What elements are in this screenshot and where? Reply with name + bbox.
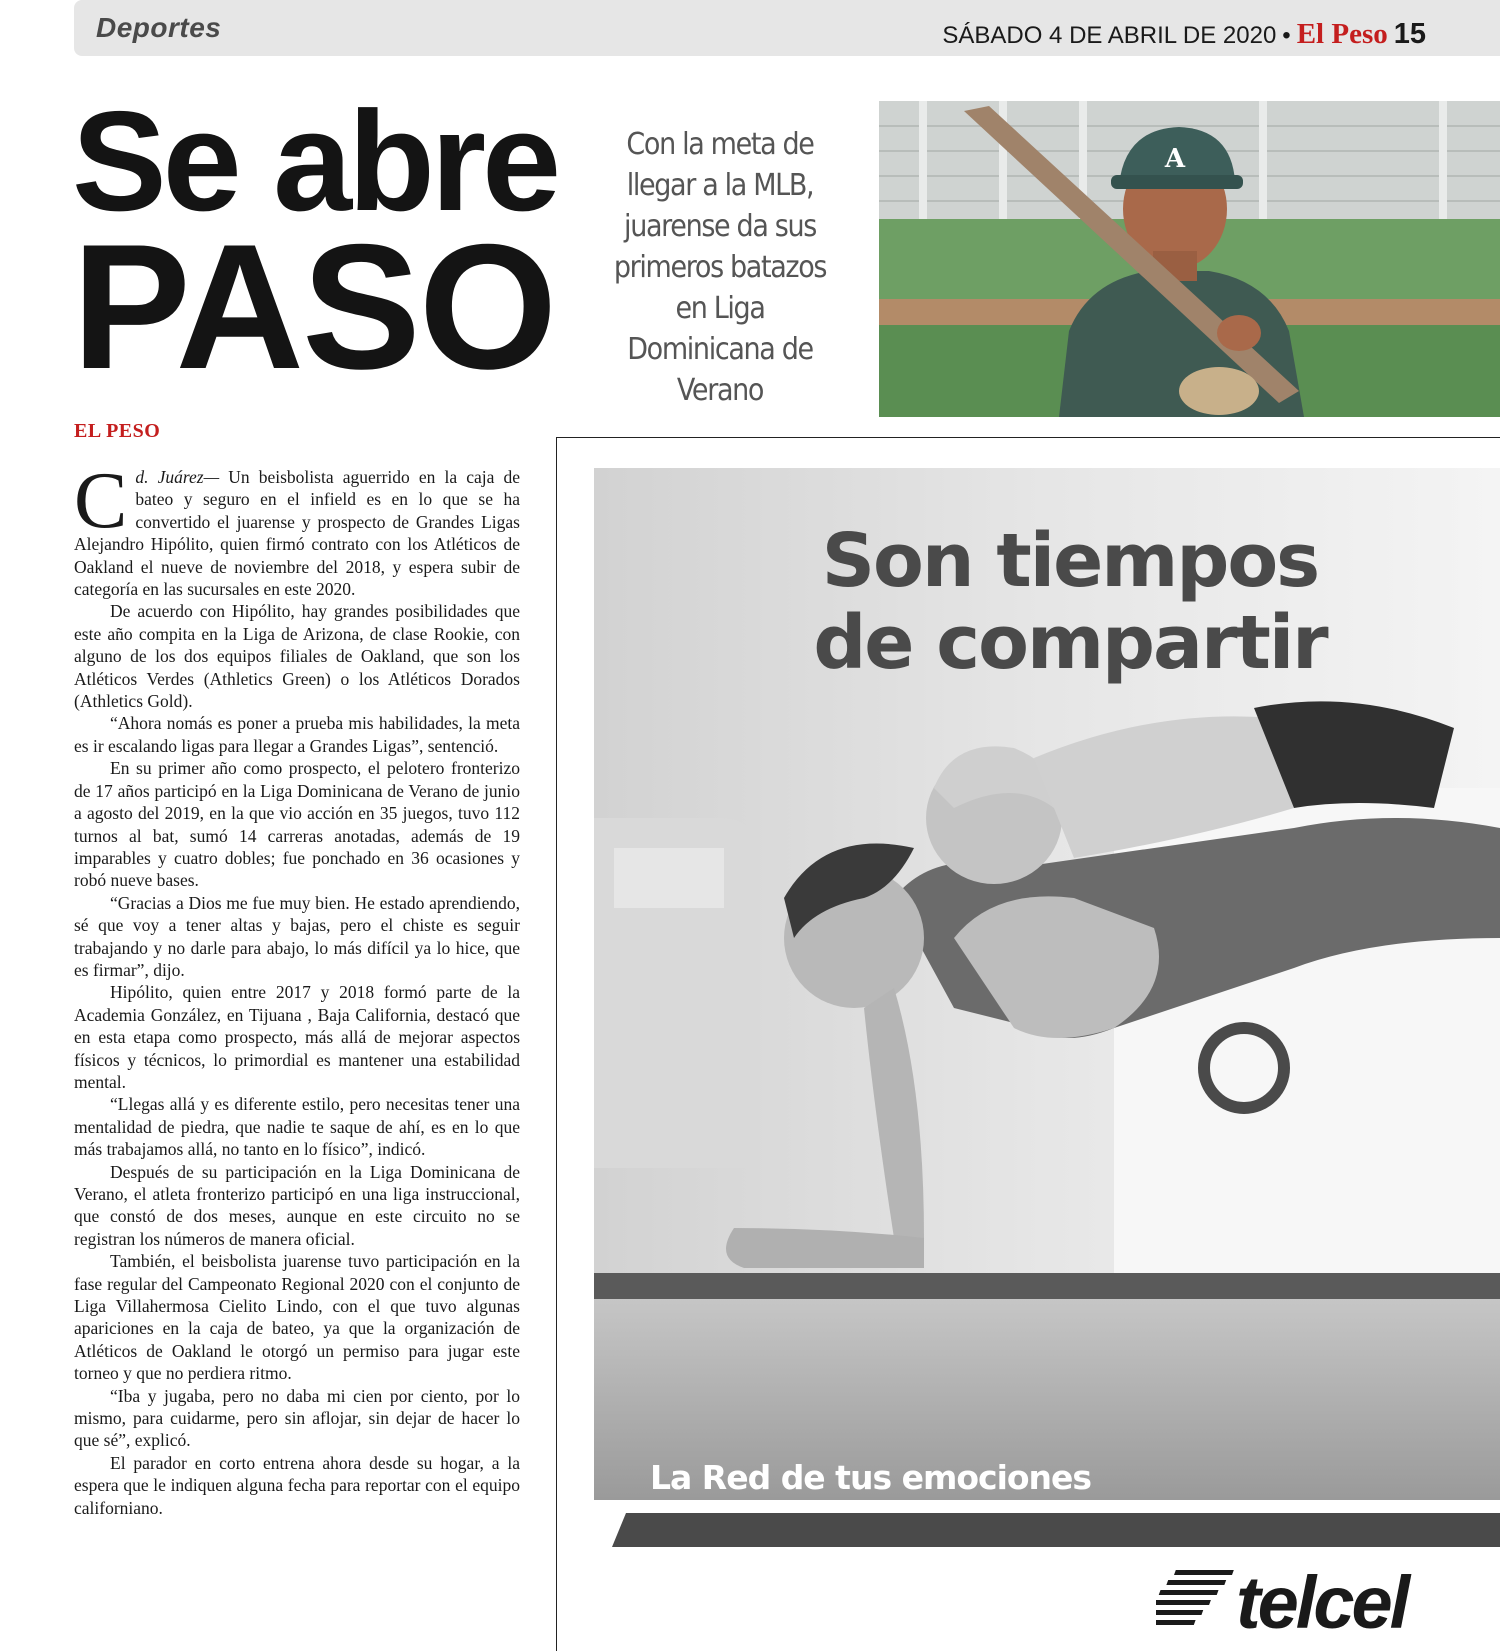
- article-paragraph: De acuerdo con Hipólito, hay grandes posibilidades que este año compita en la Liga de Arizona, de clase Rookie, con alguno de los dos equipos filiales de Oakland, que son los Atléticos Verdes (Athletics Green) o los Atléticos Dorados (Athletics Gold).: [74, 601, 520, 712]
- ad-tagline: La Red de tus emociones: [650, 1458, 1092, 1497]
- drop-cap: C: [74, 457, 128, 545]
- article-paragraph: En su primer año como prospecto, el pelotero fronterizo de 17 años participó en la Liga Dominicana de Verano de junio a agosto del 2019, en la que vio acción en 35 juegos, tuvo 112 turnos al bat, sumó 14 carreras anotadas, además de 19 imparables y cuatro dobles; fue ponchado en 36 ocasiones y robó nueve bases.: [74, 758, 520, 891]
- player-photo: [879, 101, 1500, 417]
- telcel-logo: [1156, 1564, 1456, 1636]
- dateline: d. Juárez—: [135, 467, 220, 487]
- article-paragraph: “Gracias a Dios me fue muy bien. He estado aprendiendo, sé que voy a tener altas y bajas, pero el chiste es seguir trabajando y no darle para abajo, lo más difícil ya lo hice, que es firmar”, dijo.: [74, 892, 520, 980]
- date-line: [942, 18, 1426, 51]
- player-illustration: [879, 101, 1500, 417]
- subhead: Con la meta de llegar a la MLB, juarense da sus primeros batazos en Liga Dominicana de Verano: [613, 127, 827, 408]
- article-paragraph: “Ahora nomás es poner a prueba mis habilidades, la meta es ir escalando ligas para llegar a Grandes Ligas”, sentenció.: [74, 713, 520, 756]
- article-paragraph: Después de su participación en la Liga Dominicana de Verano, el atleta fronterizo participó en una liga instruccional, que constó de dos meses, aunque en este circuito no se registran los números de manera oficial.: [74, 1161, 520, 1249]
- ad-stripe: [612, 1513, 1500, 1547]
- article-paragraph: También, el beisbolista juarense tuvo participación en la fase regular del Campeonato Regional 2020 con el conjunto de Liga Villahermosa Cielito Lindo, con el que tuvo algunas apariciones en la caja de bateo, ya que la organización de Atléticos de Oakland le otorgó un permiso para jugar este torneo y que no perdiera ritmo.: [74, 1251, 520, 1384]
- article-paragraph: “Llegas allá y es diferente estilo, pero necesitas tener una mentalidad de piedra, que nadie te saque de ahí, es en lo que más trabajamos allá, no tanto en lo físico”, indicó.: [74, 1094, 520, 1160]
- article-paragraph: El parador en corto entrena ahora desde su hogar, a la espera que le indiquen alguna fecha para reportar con el equipo californiano.: [74, 1452, 520, 1518]
- paragraph-text: Un beisbolista aguerrido en la caja de bateo y seguro en el infield es en lo que se ha convertido el juarense y prospecto de Grandes Ligas Alejandro Hipólito, quien firmó contrato con los Atléticos de Oakland el nueve de noviembre del 2018, y espera subir de categoría en las sucursales en este 2020.: [74, 467, 520, 600]
- ad-title-line-1: Son tiempos: [821, 518, 1319, 604]
- article-paragraph: [74, 457, 520, 600]
- headline: [72, 82, 572, 406]
- byline: EL PESO: [74, 420, 161, 442]
- article-paragraph: Hipólito, quien entre 2017 y 2018 formó parte de la Academia González, en Tijuana , Baja California, destacó que en esta etapa como prospecto, más allá de mejorar aspectos físicos y técnicos, lo primordial es mantener una estabilidad mental.: [74, 982, 520, 1092]
- section-name: Deportes: [96, 12, 222, 43]
- separator-dot: •: [1282, 22, 1291, 49]
- telcel-wordmark: telcel: [1236, 1564, 1408, 1636]
- headline-line-1: Se abre: [72, 82, 558, 241]
- article-body: [74, 457, 520, 1519]
- brand-text: El Peso: [1296, 18, 1388, 50]
- headline-line-2: PASO: [72, 206, 556, 406]
- brand-name: [1297, 18, 1388, 50]
- svg-text:A: A: [1164, 144, 1186, 174]
- ad-title: [760, 520, 1380, 684]
- page-number: 15: [1393, 18, 1426, 50]
- telcel-mark-icon: [1156, 1564, 1456, 1636]
- ad-title-line-2: de compartir: [813, 600, 1327, 686]
- article-paragraph: “Iba y jugaba, pero no daba mi cien por ciento, por lo mismo, para cuidarme, pero sin aflojar, sin dejar de hacer lo que sé”, explicó.: [74, 1385, 520, 1451]
- issue-date: SÁBADO 4 DE ABRIL DE 2020: [942, 22, 1277, 49]
